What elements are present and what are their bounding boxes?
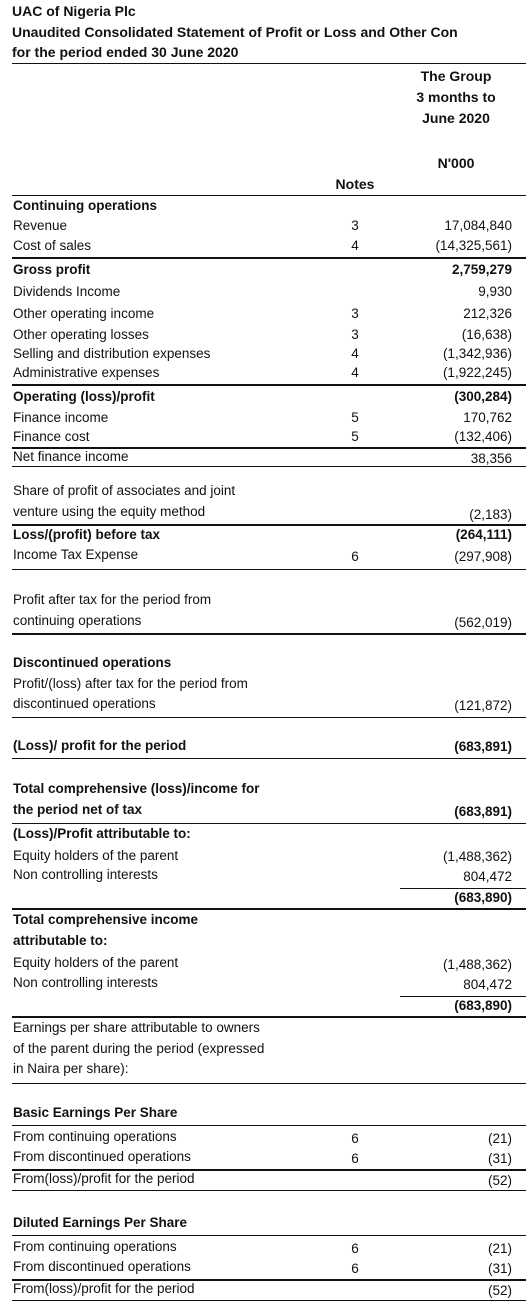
tci-value: (683,891) <box>454 804 512 819</box>
tci-attrib-heading-1: Total comprehensive income <box>13 912 199 927</box>
before-tax-rule <box>12 524 526 526</box>
basic-total-label: From(loss)/profit for the period <box>13 1171 195 1186</box>
basic-total-rule-bottom <box>12 1190 526 1191</box>
tci-total-rule-top <box>400 996 526 997</box>
basic-disc-value: (31) <box>487 1151 512 1166</box>
column-header-rule <box>12 195 526 196</box>
income-tax-label: Income Tax Expense <box>13 547 139 562</box>
loss-period-label: (Loss)/ profit for the period <box>13 738 187 753</box>
cost-of-sales-value: (14,325,561) <box>435 238 512 253</box>
gross-profit-label: Gross profit <box>13 262 91 277</box>
other-op-income-note: 3 <box>351 306 359 321</box>
pat-continuing-value: (562,019) <box>454 615 512 630</box>
dividends-income-label: Dividends Income <box>13 284 121 299</box>
share-assoc-label-2: venture using the equity method <box>13 504 206 519</box>
finance-cost-value: (132,406) <box>454 429 512 444</box>
tci-total-value: (683,890) <box>454 998 512 1013</box>
currency-heading: N'000 <box>437 155 475 171</box>
tci-nci-value: 804,472 <box>463 977 512 992</box>
finance-income-value: 170,762 <box>463 410 512 425</box>
basic-cont-value: (21) <box>487 1131 512 1146</box>
tci-parent-value: (1,488,362) <box>442 957 512 972</box>
income-tax-value: (297,908) <box>454 549 512 564</box>
basic-eps-heading: Basic Earnings Per Share <box>13 1105 178 1120</box>
diluted-total-value: (52) <box>487 1283 512 1298</box>
eps-intro-3: in Naira per share): <box>13 1061 129 1076</box>
attrib-heading: (Loss)/Profit attributable to: <box>13 826 191 841</box>
selling-dist-note: 4 <box>351 346 359 361</box>
other-op-losses-note: 3 <box>351 327 359 342</box>
gross-profit-rule <box>12 257 526 259</box>
loss-period-value: (683,891) <box>454 739 512 754</box>
pat-discontinued-value: (121,872) <box>454 698 512 713</box>
revenue-note: 3 <box>351 218 359 233</box>
gross-profit-value: 2,759,279 <box>451 262 512 277</box>
tci-nci-label: Non controlling interests <box>13 975 158 990</box>
income-tax-note: 6 <box>351 549 359 564</box>
attrib-nci-value: 804,472 <box>463 869 512 884</box>
diluted-cont-note: 6 <box>351 1241 359 1256</box>
finance-income-label: Finance income <box>13 410 109 425</box>
eps-intro-2: of the parent during the period (expressed <box>13 1041 265 1056</box>
dividends-income-value: 9,930 <box>478 284 512 299</box>
basic-total-value: (52) <box>487 1173 512 1188</box>
basic-cont-label: From continuing operations <box>13 1129 177 1144</box>
net-finance-label: Net finance income <box>13 449 129 464</box>
attrib-total-rule-top <box>400 888 526 889</box>
finance-income-note: 5 <box>351 410 359 425</box>
pat-continuing-rule <box>12 633 526 635</box>
company-name: UAC of Nigeria Plc <box>12 3 136 19</box>
eps-intro-1: Earnings per share attributable to owners <box>13 1020 260 1035</box>
statement-period: for the period ended 30 June 2020 <box>12 44 239 60</box>
admin-exp-value: (1,922,245) <box>442 365 512 380</box>
revenue-value: 17,084,840 <box>444 218 512 233</box>
diluted-total-rule-bottom <box>12 1300 526 1301</box>
cost-of-sales-note: 4 <box>351 238 359 253</box>
selling-dist-value: (1,342,936) <box>442 346 512 361</box>
net-finance-rule-bottom <box>12 466 526 467</box>
operating-value: (300,284) <box>454 389 512 404</box>
statement-title: Unaudited Consolidated Statement of Profit or Loss and Other Con <box>12 24 458 40</box>
cost-of-sales-label: Cost of sales <box>13 238 92 253</box>
tci-parent-label: Equity holders of the parent <box>13 955 179 970</box>
attrib-total-value: (683,890) <box>454 890 512 905</box>
finance-cost-label: Finance cost <box>13 429 90 444</box>
share-assoc-value: (2,183) <box>469 507 512 522</box>
other-op-losses-label: Other operating losses <box>13 327 149 342</box>
tci-label-2: the period net of tax <box>13 802 143 817</box>
revenue-label: Revenue <box>13 218 68 233</box>
pat-discontinued-label-2: discontinued operations <box>13 696 156 711</box>
pat-continuing-label-2: continuing operations <box>13 613 142 628</box>
other-op-income-label: Other operating income <box>13 306 155 321</box>
admin-exp-label: Administrative expenses <box>13 365 160 380</box>
operating-rule <box>12 384 526 386</box>
tci-rule <box>12 823 526 824</box>
pat-discontinued-rule <box>12 717 526 718</box>
diluted-disc-note: 6 <box>351 1261 359 1276</box>
diluted-cont-label: From continuing operations <box>13 1239 177 1254</box>
income-tax-rule <box>12 569 526 570</box>
attrib-total-rule <box>12 908 526 910</box>
group-heading-line1: The Group <box>420 68 492 84</box>
share-assoc-label-1: Share of profit of associates and joint <box>13 483 236 498</box>
tci-total-rule <box>12 1016 526 1018</box>
operating-label: Operating (loss)/profit <box>13 389 155 404</box>
pat-discontinued-label-1: Profit/(loss) after tax for the period from <box>13 676 248 691</box>
group-heading-line3: June 2020 <box>422 110 490 126</box>
loss-before-tax-label: Loss/(profit) before tax <box>13 527 161 542</box>
pat-continuing-label-1: Profit after tax for the period from <box>13 592 212 607</box>
diluted-disc-label: From discontinued operations <box>13 1259 191 1274</box>
header-rule <box>12 63 526 64</box>
loss-before-tax-value: (264,111) <box>455 527 512 542</box>
admin-exp-note: 4 <box>351 365 359 380</box>
other-op-income-value: 212,326 <box>463 306 512 321</box>
basic-eps-rule <box>12 1125 526 1126</box>
diluted-eps-rule <box>12 1235 526 1236</box>
loss-period-rule <box>12 758 526 759</box>
basic-disc-note: 6 <box>351 1151 359 1166</box>
tci-attrib-heading-2: attributable to: <box>13 933 108 948</box>
basic-cont-note: 6 <box>351 1131 359 1146</box>
net-finance-value: 38,356 <box>470 451 512 466</box>
tci-label-1: Total comprehensive (loss)/income for <box>13 781 260 796</box>
continuing-ops-heading: Continuing operations <box>13 198 157 213</box>
group-heading-line2: 3 months to <box>416 89 496 105</box>
diluted-total-label: From(loss)/profit for the period <box>13 1281 195 1296</box>
diluted-cont-value: (21) <box>487 1241 512 1256</box>
other-op-losses-value: (16,638) <box>461 327 512 342</box>
selling-dist-label: Selling and distribution expenses <box>13 346 211 361</box>
eps-intro-rule <box>12 1083 526 1084</box>
basic-disc-label: From discontinued operations <box>13 1149 191 1164</box>
attrib-nci-label: Non controlling interests <box>13 867 158 882</box>
notes-heading: Notes <box>335 176 375 192</box>
diluted-disc-value: (31) <box>487 1261 512 1276</box>
diluted-eps-heading: Diluted Earnings Per Share <box>13 1215 188 1230</box>
attrib-parent-value: (1,488,362) <box>442 849 512 864</box>
discontinued-heading: Discontinued operations <box>13 655 172 670</box>
attrib-parent-label: Equity holders of the parent <box>13 848 179 863</box>
finance-cost-note: 5 <box>351 429 359 444</box>
